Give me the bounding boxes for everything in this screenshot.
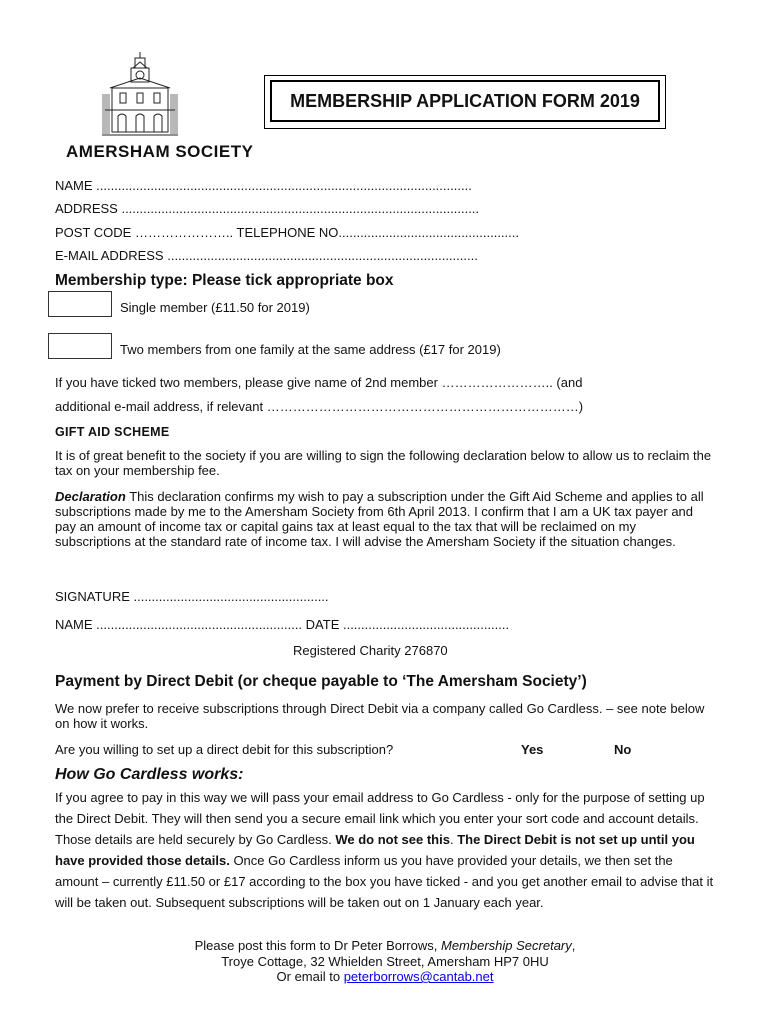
logo-caption: AMERSHAM SOCIETY [66, 142, 254, 161]
go-cardless-heading: How Go Cardless works: [55, 766, 244, 783]
address-field[interactable]: ADDRESS ................................................................................................... [55, 201, 480, 216]
two-members-checkbox[interactable] [48, 333, 112, 359]
two-members-label: Two members from one family at the same address (£17 for 2019) [120, 342, 501, 357]
declaration-label: Declaration [55, 489, 126, 504]
footer-line2: Troye Cottage, 32 Whielden Street, Amersham HP7 0HU [221, 953, 549, 969]
direct-debit-question: Are you willing to set up a direct debit for this subscription? [55, 742, 394, 757]
registered-charity: Registered Charity 276870 [293, 643, 448, 658]
second-member-line1[interactable]: If you have ticked two members, please give name of 2nd member …………………….. (and [55, 375, 583, 390]
footer-line1 [0, 938, 770, 954]
gift-aid-intro: It is of great benefit to the society if you are willing to sign the following declaration below to allow us to reclaim the tax on your membership fee. [55, 448, 712, 478]
go-cardless-paragraph [55, 787, 715, 913]
form-title: MEMBERSHIP APPLICATION FORM 2019 [270, 80, 660, 122]
direct-debit-heading: Payment by Direct Debit (or cheque payable to ‘The Amersham Society’) [55, 673, 587, 690]
gift-aid-heading: GIFT AID SCHEME [55, 425, 170, 439]
go-cardless-bold1: We do not see this [335, 832, 450, 847]
no-option[interactable]: No [614, 742, 632, 757]
second-member-line2[interactable]: additional e-mail address, if relevant ………………………………………………………………) [55, 399, 584, 414]
declaration-text: This declaration confirms my wish to pay a subscription under the Gift Aid Scheme and applies to all subscriptions made by me to the Amersham Society from 6th April 2013. I confirm that I am a UK tax payer and pay an amount of income tax or capital gains tax at least equal to the tax that will be reclaimed on my subscriptions at the standard rate of income tax. I will advise the Amersham Society if the situation changes. [55, 489, 704, 549]
go-cardless-bold2: The Direct Debit is not set up until you have provided those details. [55, 832, 695, 868]
name-date-field[interactable]: NAME ......................................................... DATE .............................................. [55, 617, 510, 632]
membership-heading: Membership type: Please tick appropriate box [55, 272, 394, 289]
footer-line3-prefix: Or email to [276, 969, 344, 984]
membership-secretary-role: Membership Secretary [440, 938, 572, 953]
declaration-paragraph [55, 489, 715, 549]
postcode-telephone-field[interactable]: POST CODE ………………….. TELEPHONE NO.................................................. [55, 225, 519, 240]
footer-line3 [0, 969, 770, 985]
yes-option[interactable]: Yes [521, 742, 544, 757]
town-hall-sketch-icon [100, 50, 180, 140]
go-cardless-text1: If you agree to pay in this way we will pass your email address to Go Cardless - only for the purpose of setting up the Direct Debit. They will then send you a secure email link which you enter your sort code and account details. Those details are held securely by Go Cardless. [55, 790, 705, 847]
email-field[interactable]: E-MAIL ADDRESS ...................................................................................... [55, 248, 478, 263]
footer-address [0, 938, 770, 985]
footer-line1-suffix: , [571, 938, 576, 953]
go-cardless-text2: . [449, 832, 458, 847]
signature-field[interactable]: SIGNATURE ...................................................... [55, 589, 329, 604]
name-field[interactable]: NAME ........................................................................................................ [55, 178, 472, 193]
single-member-checkbox[interactable] [48, 291, 112, 317]
single-member-label: Single member (£11.50 for 2019) [120, 300, 310, 315]
direct-debit-intro: We now prefer to receive subscriptions through Direct Debit via a company called Go Cardless. – see note below on how it works. [55, 701, 705, 731]
footer-line1-prefix: Please post this form to Dr Peter Borrows, [194, 938, 441, 953]
go-cardless-text3: Once Go Cardless inform us you have provided your details, we then set the amount – currently £11.50 or £17 according to the box you have ticked - and you get another email to advise that it will be taken out. Subsequent subscriptions will be taken out on 1 January each year. [55, 853, 714, 910]
email-link[interactable]: peterborrows@cantab.net [343, 969, 494, 984]
